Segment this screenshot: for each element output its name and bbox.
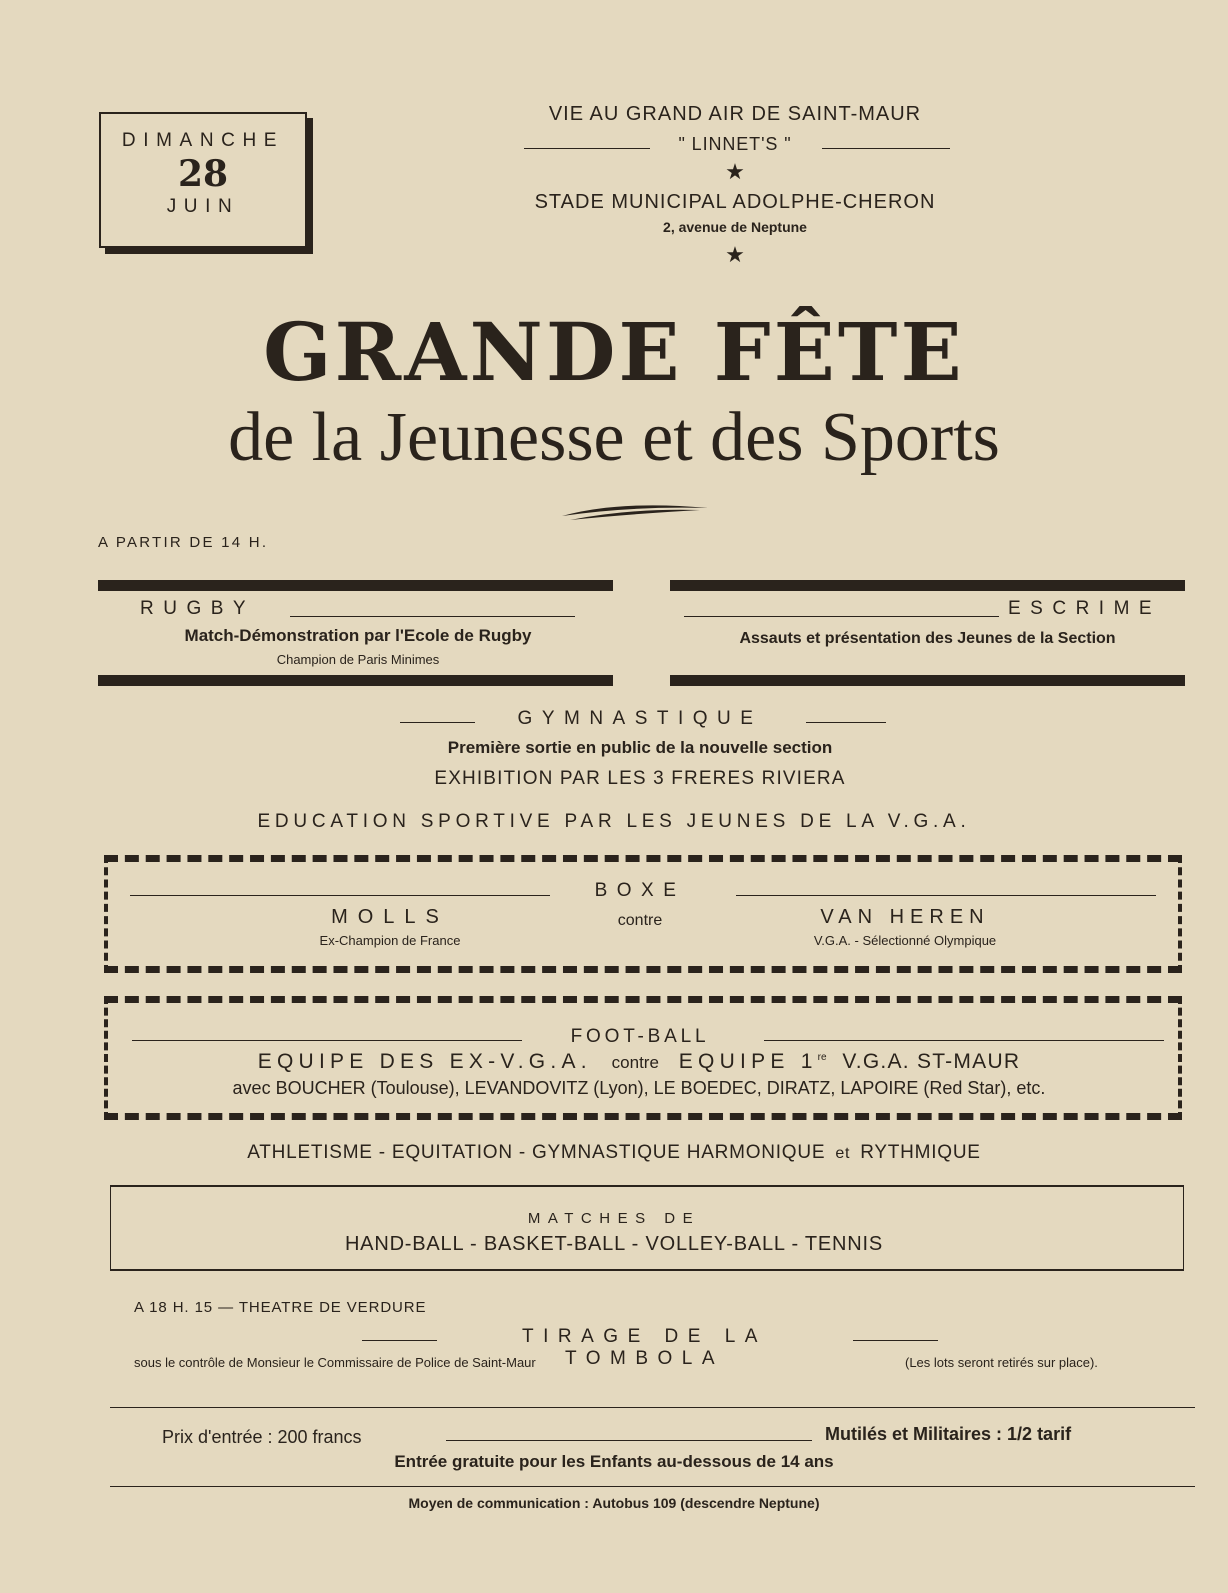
price-rule-middle	[446, 1440, 812, 1441]
club-name: VIE AU GRAND AIR DE SAINT-MAUR	[548, 103, 922, 125]
title-flourish	[560, 496, 710, 526]
price-rule-top	[110, 1407, 1195, 1408]
price-free: Entrée gratuite pour les Enfants au-dessous de 14 ans	[394, 1452, 834, 1471]
gym-rule-left	[400, 722, 475, 723]
star-icon-2: ★	[725, 242, 745, 267]
athletics-conjunction: et	[835, 1145, 851, 1162]
athletics-last: RYTHMIQUE	[860, 1142, 981, 1163]
football-players: avec BOUCHER (Toulouse), LEVANDOVITZ (Lyon), LE BOEDEC, DIRATZ, LAPOIRE (Red Star), etc.	[232, 1078, 1046, 1098]
venue-address: 2, avenue de Neptune	[663, 219, 807, 235]
football-versus: contre	[611, 1053, 659, 1072]
rugby-heading: RUGBY	[140, 598, 256, 619]
matches-list: HAND-BALL - BASKET-BALL - VOLLEY-BALL - TENNIS	[344, 1233, 884, 1255]
athletics-line	[0, 1142, 1228, 1164]
boxe-rule-right	[736, 895, 1156, 896]
date-day: 28	[177, 153, 229, 195]
tombola-rule-left	[362, 1340, 437, 1341]
escrime-bottom-bar	[670, 675, 1185, 686]
date-box	[99, 112, 307, 248]
gym-rule-right	[806, 722, 886, 723]
boxe-rule-left	[130, 895, 550, 896]
football-team-1: EQUIPE DES EX-V.G.A.	[257, 1050, 592, 1073]
tombola-control: sous le contrôle de Monsieur le Commissaire de Police de Saint-Maur	[134, 1355, 536, 1370]
tombola-lots: (Les lots seront retirés sur place).	[905, 1355, 1098, 1370]
rugby-detail: Champion de Paris Minimes	[276, 652, 440, 667]
start-time: A PARTIR DE 14 H.	[98, 534, 269, 551]
rugby-bottom-bar	[98, 675, 613, 686]
athletics-list: ATHLETISME - EQUITATION - GYMNASTIQUE HARMONIQUE	[247, 1142, 826, 1163]
football-team-2: EQUIPE 1	[678, 1050, 818, 1073]
venue-name: STADE MUNICIPAL ADOLPHE-CHERON	[534, 191, 936, 213]
gym-heading: GYMNASTIQUE	[517, 708, 763, 729]
boxe-fighter-2-title: V.G.A. - Sélectionné Olympique	[813, 933, 997, 948]
matches-box	[110, 1185, 1184, 1271]
football-match	[104, 1050, 1174, 1074]
escrime-rule	[684, 616, 999, 617]
date-month: JUIN	[166, 196, 240, 217]
club-subtitle: " LINNET'S "	[678, 134, 792, 154]
escrime-top-bar	[670, 580, 1185, 591]
price-entry: Prix d'entrée : 200 francs	[162, 1427, 362, 1447]
football-heading: FOOT-BALL	[570, 1026, 710, 1047]
gym-exhibition: EXHIBITION PAR LES 3 FRERES RIVIERA	[434, 768, 846, 789]
rugby-description: Match-Démonstration par l'Ecole de Rugby	[184, 626, 532, 645]
football-team-2-club: V.G.A. ST-MAUR	[842, 1050, 1021, 1073]
football-team-2-sup: re	[817, 1052, 827, 1063]
boxe-heading: BOXE	[594, 880, 686, 901]
star-icon: ★	[725, 159, 745, 184]
subtitle-rule-right	[822, 148, 950, 149]
education-line: EDUCATION SPORTIVE PAR LES JEUNES DE LA V.G.A.	[257, 811, 971, 832]
main-subtitle: de la Jeunesse et des Sports	[228, 399, 1000, 476]
boxe-fighter-2: VAN HEREN	[820, 906, 990, 928]
main-title: GRANDE FÊTE	[263, 305, 965, 399]
boxe-versus: contre	[617, 912, 663, 929]
tombola-heading: TIRAGE DE LA TOMBOLA	[522, 1326, 767, 1369]
boxe-fighter-1: MOLLS	[331, 906, 449, 928]
price-rule-bottom	[110, 1486, 1195, 1487]
football-rule-left	[132, 1040, 522, 1041]
price-reduced: Mutilés et Militaires : 1/2 tarif	[825, 1424, 1072, 1444]
gym-description: Première sortie en public de la nouvelle section	[447, 738, 833, 757]
matches-label: MATCHES DE	[527, 1210, 701, 1227]
escrime-heading: ESCRIME	[1008, 598, 1162, 619]
rugby-rule	[290, 616, 575, 617]
boxe-fighter-1-title: Ex-Champion de France	[319, 933, 461, 948]
evening-time: A 18 H. 15 — THEATRE DE VERDURE	[134, 1299, 427, 1316]
football-rule-right	[764, 1040, 1164, 1041]
tombola-rule-right	[853, 1340, 938, 1341]
escrime-description: Assauts et présentation des Jeunes de la Section	[739, 630, 1116, 647]
subtitle-rule-left	[524, 148, 650, 149]
date-day-name: DIMANCHE	[121, 130, 285, 151]
rugby-top-bar	[98, 580, 613, 591]
transport-info: Moyen de communication : Autobus 109 (descendre Neptune)	[408, 1495, 820, 1511]
